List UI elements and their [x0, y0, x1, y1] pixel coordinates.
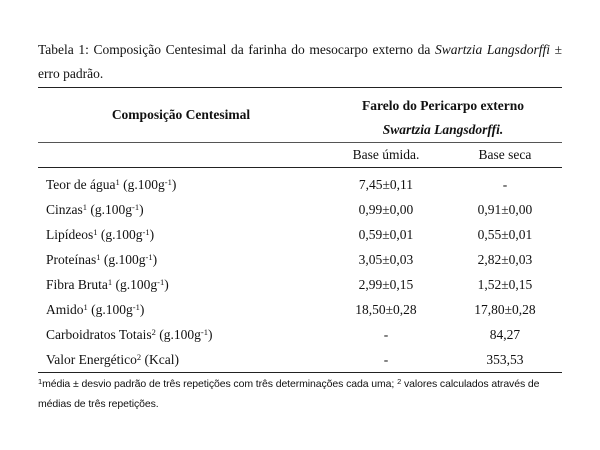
header-composition: Composição Centesimal	[111, 107, 251, 122]
row-unit-sup: -1	[142, 226, 150, 237]
row-dry-value: -	[502, 176, 508, 192]
row-wet-value: 0,59±0,01	[358, 226, 414, 242]
row-unit-sup: -1	[164, 176, 172, 187]
row-label-sup: 1	[115, 176, 120, 187]
row-unit-close: )	[149, 226, 155, 242]
footnote-text-1: média ± desvio padrão de três repetições com três determinações cada uma;	[42, 378, 395, 390]
row-unit: (g.100g	[159, 326, 201, 342]
row-wet-value: 2,99±0,15	[358, 276, 414, 292]
row-unit: (g.100g	[123, 176, 165, 192]
row-unit: (g.100g	[115, 276, 158, 292]
table-row	[38, 272, 562, 297]
row-unit-sup: -1	[132, 301, 140, 312]
table-row	[38, 297, 562, 322]
row-label-sup: 2	[136, 351, 142, 362]
row-label-text: Fibra Bruta	[46, 276, 108, 292]
header-species: Swartzia Langsdorffi.	[382, 122, 504, 137]
row-wet-value: 7,45±0,11	[358, 176, 414, 192]
table-row	[38, 347, 562, 372]
row-label-sup: 1	[93, 226, 98, 237]
footnote-marker-2: 2	[397, 377, 402, 386]
row-label-text: Proteínas	[46, 251, 97, 267]
row-unit: (g.100g	[103, 251, 146, 267]
row-label	[38, 272, 324, 297]
table-body	[38, 168, 562, 373]
row-unit-sup: -1	[145, 251, 153, 262]
row-unit: (g.100g	[100, 226, 143, 242]
caption-suffix: ± erro padrão.	[38, 42, 563, 81]
row-unit-close: )	[139, 201, 144, 217]
row-label	[38, 197, 324, 222]
row-dry-value: 1,52±0,15	[477, 276, 533, 292]
header-empty	[38, 143, 324, 168]
row-unit-sup: -1	[157, 276, 165, 287]
footnote-text-2: valores calculados através de médias de três repetições.	[38, 378, 540, 410]
row-label-text: Teor de água	[46, 176, 116, 192]
row-label	[38, 222, 324, 247]
row-unit: (g.100g	[90, 201, 132, 217]
row-label-text: Lipídeos	[46, 226, 94, 242]
footnote-marker-1: 1	[38, 377, 43, 386]
composition-table	[38, 87, 562, 372]
row-label	[38, 322, 324, 347]
header-group: Farelo do Pericarpo externo	[361, 98, 525, 113]
row-label	[38, 297, 324, 322]
row-unit-close: )	[171, 176, 177, 192]
table-footnote	[38, 374, 562, 414]
table-bottom-rule	[38, 372, 562, 373]
row-label-sup: 1	[96, 251, 101, 262]
row-label-sup: 1	[83, 301, 88, 312]
row-label-text: Carboidratos Totais	[46, 326, 152, 342]
caption-species: Swartzia Langsdorffi	[435, 42, 550, 57]
row-dry-value: 17,80±0,28	[474, 301, 536, 317]
table-row	[38, 168, 562, 198]
row-dry-value: 353,53	[486, 351, 524, 367]
row-dry-value: 84,27	[489, 326, 521, 342]
table-row	[38, 247, 562, 272]
row-label-text: Amido	[46, 301, 84, 317]
row-label	[38, 168, 324, 198]
table-row	[38, 322, 562, 347]
row-dry-value: 2,82±0,03	[477, 251, 533, 267]
row-dry-value: 0,55±0,01	[477, 226, 533, 242]
row-wet-value: 18,50±0,28	[355, 301, 417, 317]
row-wet-value: -	[383, 326, 389, 342]
row-wet-value: 3,05±0,03	[358, 251, 414, 267]
row-wet-value: -	[383, 351, 389, 367]
table-caption	[38, 38, 562, 86]
row-label-text: Valor Energético	[46, 351, 137, 367]
row-unit-sup: -1	[200, 326, 209, 337]
row-label-text: Cinzas	[46, 201, 83, 217]
row-unit-sup: -1	[132, 201, 140, 212]
table-row	[38, 197, 562, 222]
row-unit-close: )	[164, 276, 169, 292]
row-dry-value: 0,91±0,00	[477, 201, 533, 217]
header-dry-basis: Base seca	[448, 143, 562, 168]
table-row	[38, 222, 562, 247]
row-label-sup: 1	[107, 276, 113, 287]
caption-prefix: Tabela 1: Composição Centesimal da farinha do mesocarpo externo da	[38, 42, 431, 57]
row-label	[38, 347, 324, 372]
row-unit-close: )	[139, 301, 145, 317]
row-unit: (g.100g	[91, 301, 133, 317]
header-wet-basis: Base úmida.	[324, 143, 448, 168]
row-label	[38, 247, 324, 272]
row-label-sup: 2	[151, 326, 156, 337]
row-unit-close: )	[152, 251, 158, 267]
row-unit-close: )	[208, 326, 213, 342]
row-unit: (Kcal)	[144, 351, 179, 367]
row-wet-value: 0,99±0,00	[358, 201, 414, 217]
row-label-sup: 1	[82, 201, 87, 212]
